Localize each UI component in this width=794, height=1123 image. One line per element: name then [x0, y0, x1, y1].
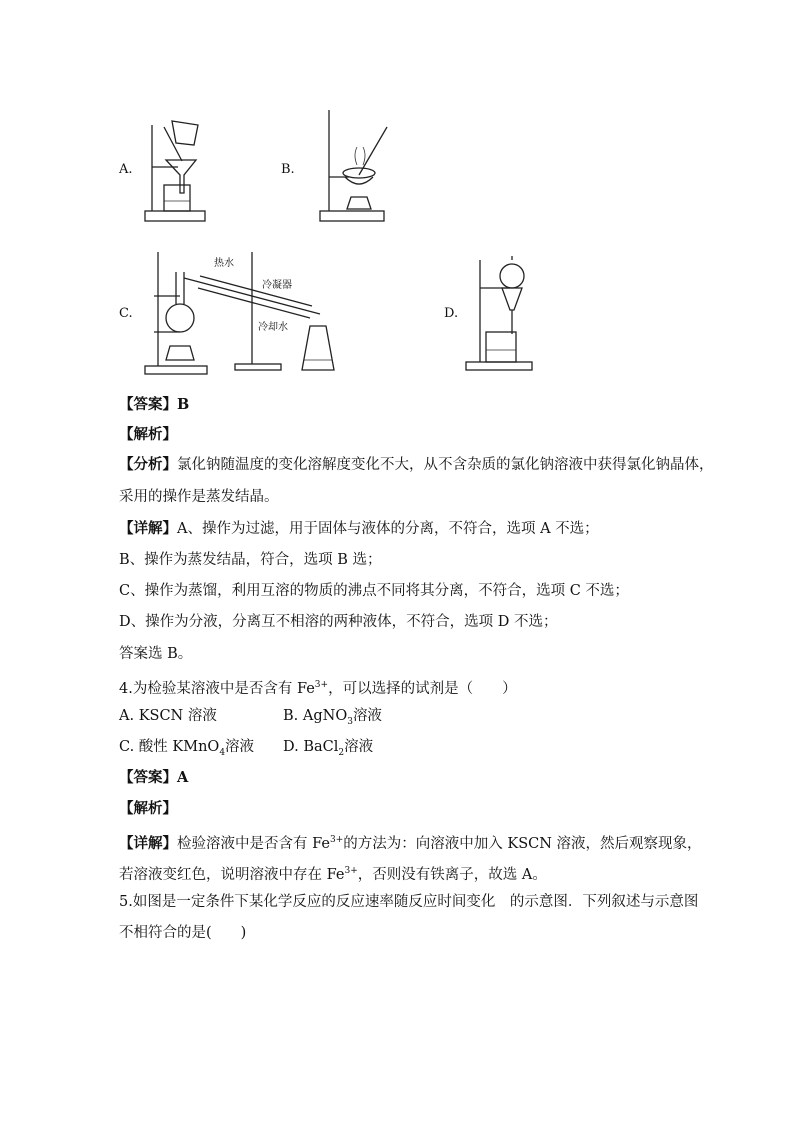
q4-option-a: A. KSCN 溶液	[119, 708, 217, 724]
q4-analysis-title: 【解析】	[119, 800, 177, 817]
q5-stem-1: 5.如图是一定条件下某化学反应的反应速率随反应时间变化 的示意图．下列叙述与示意图	[119, 894, 699, 910]
q4-detail-1-post: 的方法为：向溶液中加入 KSCN 溶液，然后观察现象，	[343, 835, 702, 852]
q4-option-b-sub: 3	[347, 716, 353, 727]
q4-option-c	[119, 737, 254, 763]
q4-detail-1-pre: 检验溶液中是否含有 Fe	[177, 835, 330, 852]
q4-detail-1	[119, 830, 702, 854]
filtration-apparatus-figure	[140, 105, 210, 225]
q3-detail-b: B、操作为蒸发结晶，符合，选项 B 选；	[119, 552, 382, 568]
q4-detail-tag: 【详解】	[119, 834, 177, 852]
q4-option-c-pre: C. 酸性 KMnO	[119, 739, 220, 755]
q3-detail-a	[119, 519, 599, 539]
q3-conclusion: 答案选 B。	[119, 646, 193, 662]
q4-option-d	[283, 737, 373, 763]
q4-detail-2-pre: 若溶液变红色，说明溶液中存在 Fe	[119, 866, 345, 883]
q4-detail-2	[119, 861, 547, 885]
option-b-label: B.	[281, 162, 295, 177]
q4-option-b-post: 溶液	[352, 708, 382, 724]
q4-detail-2-post: ，否则没有铁离子，故选 A。	[357, 866, 547, 883]
q3-detail-a-text: A、操作为过滤，用于固体与液体的分离，不符合，选项 A 不选；	[177, 521, 599, 537]
q4-option-d-post: 溶液	[344, 739, 374, 755]
q4-option-d-sub: 2	[338, 747, 345, 758]
q4-option-b	[283, 706, 382, 732]
hot-water-label: 热水	[214, 258, 234, 269]
q4-option-c-sub: 4	[219, 747, 226, 758]
q3-detail-c: C、操作为蒸馏，利用互溶的物质的沸点不同将其分离，不符合，选项 C 不选；	[119, 583, 629, 599]
q3-analysis-text2: 采用的操作是蒸发结晶。	[119, 489, 279, 505]
q4-stem-pre: 4.为检验某溶液中是否含有 Fe	[119, 680, 315, 697]
distillation-apparatus-figure	[140, 248, 360, 378]
q4-stem-post: ，可以选择的试剂是（ ）	[328, 680, 517, 697]
q4-detail-1-sup: 3+	[329, 835, 344, 845]
option-c-label: C.	[119, 306, 133, 321]
q3-answer: 【答案】B	[119, 396, 190, 413]
cooling-water-label: 冷却水	[258, 322, 288, 333]
q3-detail-d: D、操作为分液，分离互不相溶的两种液体，不符合，选项 D 不选；	[119, 614, 558, 630]
q4-stem-sup: 3+	[314, 680, 329, 690]
q4-detail-2-sup: 3+	[344, 866, 358, 876]
condenser-label: 冷凝器	[262, 280, 292, 291]
q3-detail-tag: 【详解】	[119, 520, 177, 537]
q3-analysis	[119, 455, 714, 475]
q3-analysis-title: 【解析】	[119, 426, 177, 443]
q3-analysis-tag: 【分析】	[119, 456, 177, 473]
q4-option-b-pre: B. AgNO	[283, 708, 348, 724]
q4-answer: 【答案】A	[119, 769, 189, 786]
q4-stem	[119, 675, 517, 699]
q4-option-c-post: 溶液	[225, 739, 255, 755]
evaporation-apparatus-figure	[315, 105, 395, 225]
separatory-funnel-apparatus-figure	[462, 252, 542, 372]
q5-stem-2: 不相符合的是( )	[119, 925, 247, 941]
option-a-label: A.	[119, 162, 133, 177]
option-d-label: D.	[444, 306, 459, 321]
q4-option-d-pre: D. BaCl	[283, 739, 339, 755]
q3-analysis-text: 氯化钠随温度的变化溶解度变化不大，从不含杂质的氯化钠溶液中获得氯化钠晶体，	[177, 457, 714, 473]
